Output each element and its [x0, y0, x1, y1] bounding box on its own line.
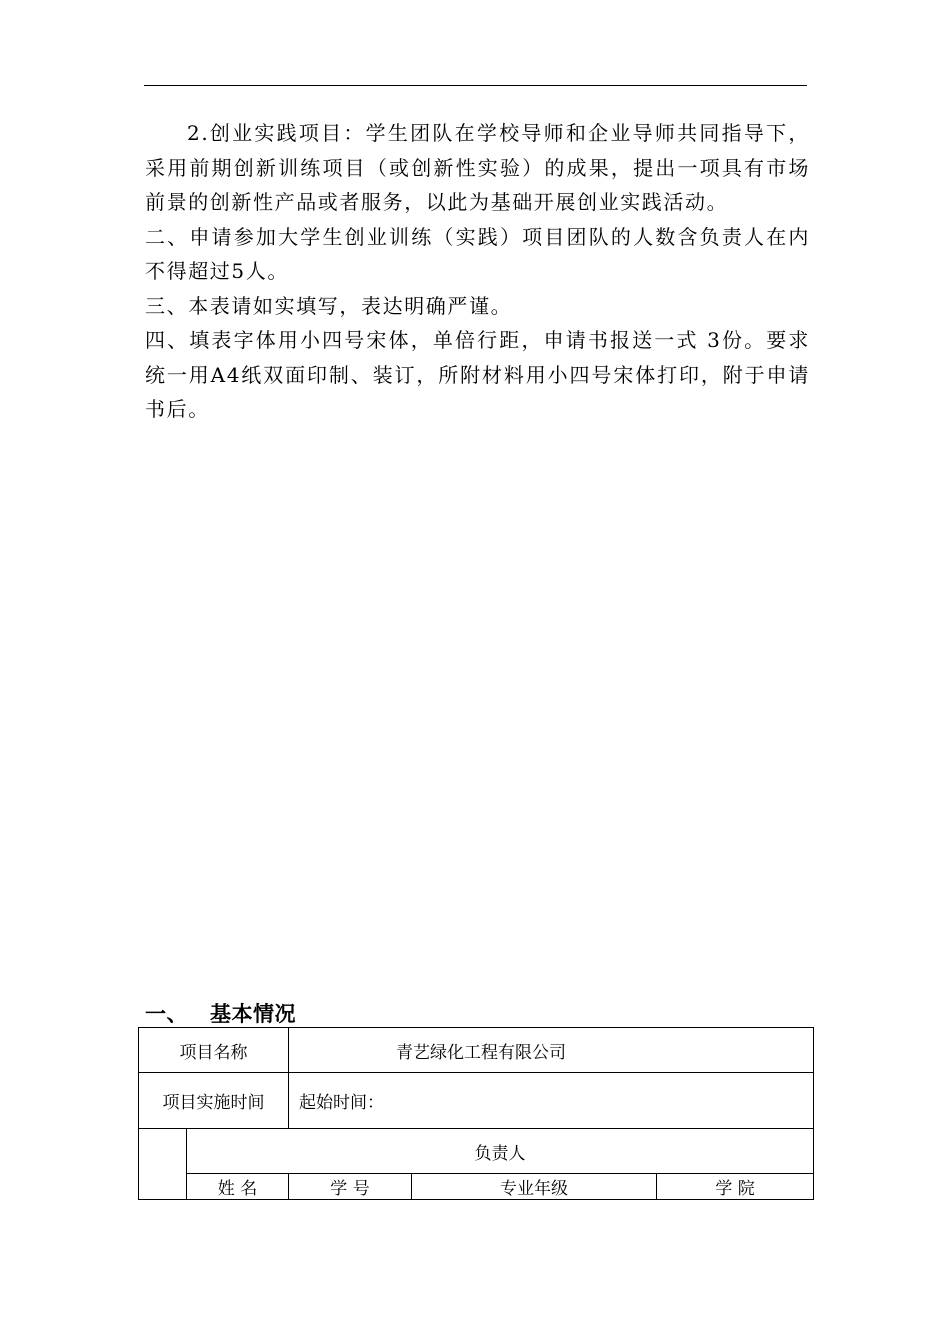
column-header-student-id: 学 号 — [289, 1174, 412, 1200]
column-header-college: 学 院 — [657, 1174, 814, 1200]
project-name-cell[interactable] — [289, 1028, 814, 1073]
column-header-name: 姓 名 — [187, 1174, 289, 1200]
table-row — [139, 1028, 814, 1073]
implementation-time-value[interactable]: 起始时间： — [289, 1073, 814, 1129]
leader-header: 负责人 — [187, 1129, 814, 1174]
implementation-time-label: 项目实施时间 — [139, 1073, 289, 1129]
table-row — [139, 1073, 814, 1129]
section-title: 基本情况 — [210, 1002, 296, 1026]
basic-info-table — [138, 1027, 814, 1200]
instruction-item: 2.创业实践项目：学生团队在学校导师和企业导师共同指导下，采用前期创新训练项目（或创新性实验）的成果，提出一项具有市场前景的创新性产品或者服务，以此为基础开展创业实践活动。 — [145, 121, 810, 214]
member-side-cell — [139, 1129, 187, 1200]
project-name-label: 项目名称 — [139, 1028, 289, 1073]
instruction-item: 三、本表请如实填写，表达明确严谨。 — [145, 293, 513, 318]
table-row — [139, 1129, 814, 1174]
header-rule — [144, 85, 807, 86]
column-header-major-grade: 专业年级 — [412, 1174, 657, 1200]
section-heading — [145, 998, 296, 1028]
project-name-value: 青艺绿化工程有限公司 — [396, 1042, 566, 1063]
instructions-block — [145, 116, 810, 427]
section-number: 一、 — [145, 1002, 188, 1026]
instruction-item: 二、申请参加大学生创业训练（实践）项目团队的人数含负责人在内不得超过5人。 — [145, 224, 810, 283]
table-row — [139, 1174, 814, 1200]
instruction-item: 四、填表字体用小四号宋体，单倍行距，申请书报送一式 3份。要求统一用A4纸双面印制、装订，所附材料用小四号宋体打印，附于申请书后。 — [145, 328, 810, 421]
